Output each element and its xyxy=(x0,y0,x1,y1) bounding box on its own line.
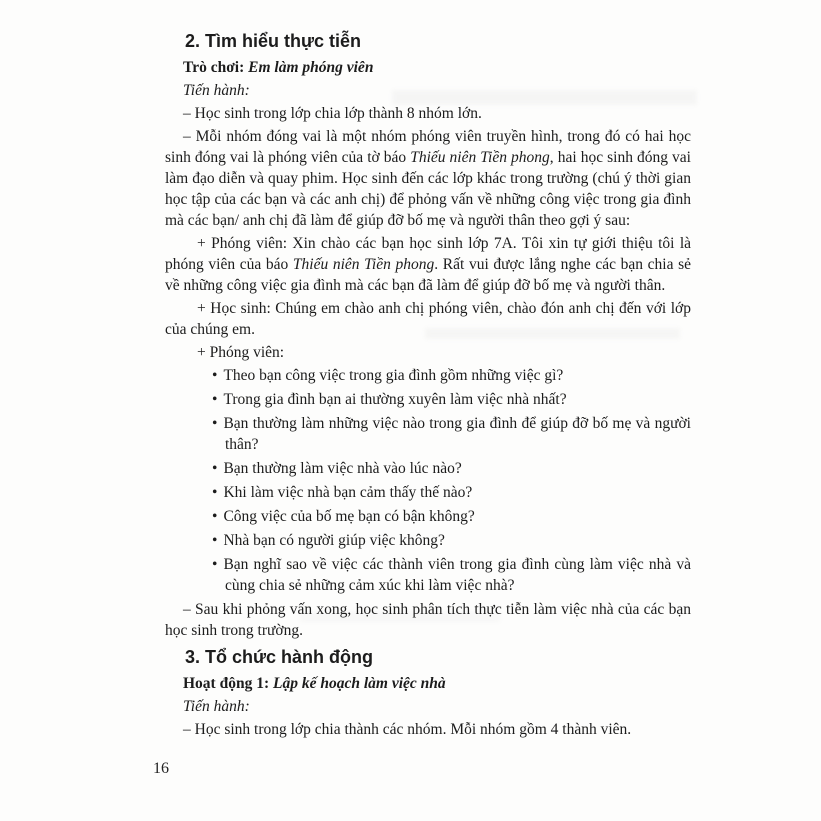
step-paragraph: – Học sinh trong lớp chia thành các nhóm. Mỗi nhóm gồm 4 thành viên. xyxy=(183,721,632,738)
paragraph-text: . Rất vui được lắng nghe các bạn chia sẻ về những công việc gia đình mà các bạn đã làm để giúp đỡ bố mẹ và người thân. xyxy=(165,256,692,294)
question-item xyxy=(165,389,691,410)
dialogue-reporter-intro: + Phóng viên: xyxy=(197,344,285,361)
paragraph-text: + Phóng viên: Xin chào các bạn học sinh lớp 7A. Tôi xin tự giới thiệu tôi là phóng viên của báo xyxy=(165,235,691,273)
newspaper-name: Thiếu niên Tiền phong xyxy=(292,256,435,273)
page-number: 16 xyxy=(153,760,169,777)
activity-title-line xyxy=(165,673,691,694)
question-item xyxy=(165,482,691,503)
section-heading-2: 2. Tìm hiểu thực tiễn xyxy=(185,31,362,51)
game-title-line xyxy=(165,57,691,78)
bullet-icon: • xyxy=(212,367,218,384)
bullet-icon: • xyxy=(212,556,218,573)
proceed-label: Tiến hành: xyxy=(183,82,250,99)
question-text: Nhà bạn có người giúp việc không? xyxy=(223,532,445,549)
step-paragraph xyxy=(165,126,691,231)
newspaper-name: Thiếu niên Tiền phong xyxy=(410,149,550,166)
bullet-icon: • xyxy=(212,532,218,549)
bullet-icon: • xyxy=(212,391,218,408)
question-text: Bạn nghĩ sao về việc các thành viên trong gia đình cùng làm việc nhà và cùng chia sẻ những cảm xúc khi làm việc nhà? xyxy=(223,556,691,594)
dialogue-reporter xyxy=(165,233,691,296)
proceed-label: Tiến hành: xyxy=(183,698,250,715)
question-text: Bạn thường làm những việc nào trong gia đình để giúp đỡ bố mẹ và người thân? xyxy=(223,415,691,453)
bullet-icon: • xyxy=(212,415,218,432)
question-text: Bạn thường làm việc nhà vào lúc nào? xyxy=(223,460,462,477)
activity-label: Hoạt động 1: xyxy=(183,675,270,692)
question-list xyxy=(165,365,691,596)
question-item xyxy=(165,554,691,596)
question-item xyxy=(165,458,691,479)
paragraph-text: , hai học sinh đóng vai làm đạo diễn và quay phim. Học sinh đến các lớp khác trong trường (chú ý thời gian học tập của các bạn và các anh chị) để phỏng vấn về những công việc trong gia đình mà các bạn/ anh chị đã làm để giúp đỡ bố mẹ và người thân theo gợi ý sau: xyxy=(165,149,691,229)
question-item xyxy=(165,413,691,455)
dialogue-student: + Học sinh: Chúng em chào anh chị phóng viên, chào đón anh chị đến với lớp của chúng em. xyxy=(165,300,691,338)
game-title: Em làm phóng viên xyxy=(248,59,374,76)
question-text: Theo bạn công việc trong gia đình gồm những việc gì? xyxy=(223,367,564,384)
question-item xyxy=(165,506,691,527)
question-text: Trong gia đình bạn ai thường xuyên làm việc nhà nhất? xyxy=(223,391,567,408)
question-text: Công việc của bố mẹ bạn có bận không? xyxy=(223,508,475,525)
conclusion-paragraph: – Sau khi phỏng vấn xong, học sinh phân tích thực tiễn làm việc nhà của các bạn học sinh trong trường. xyxy=(165,601,691,639)
bullet-icon: • xyxy=(212,460,218,477)
bullet-icon: • xyxy=(212,484,218,501)
page-text-block xyxy=(165,30,691,742)
question-item xyxy=(165,365,691,386)
question-item xyxy=(165,530,691,551)
question-text: Khi làm việc nhà bạn cảm thấy thế nào? xyxy=(223,484,473,501)
section-heading-3: 3. Tổ chức hành động xyxy=(185,647,374,667)
step-paragraph: – Học sinh trong lớp chia lớp thành 8 nhóm lớn. xyxy=(183,105,482,122)
game-label: Trò chơi: xyxy=(183,59,245,76)
bullet-icon: • xyxy=(212,508,218,525)
paragraph-text: – Mỗi nhóm đóng vai là một nhóm phóng viên truyền hình, trong đó có hai học sinh đóng vai là phóng viên của tờ báo xyxy=(165,128,691,166)
activity-title: Lập kế hoạch làm việc nhà xyxy=(273,675,446,692)
